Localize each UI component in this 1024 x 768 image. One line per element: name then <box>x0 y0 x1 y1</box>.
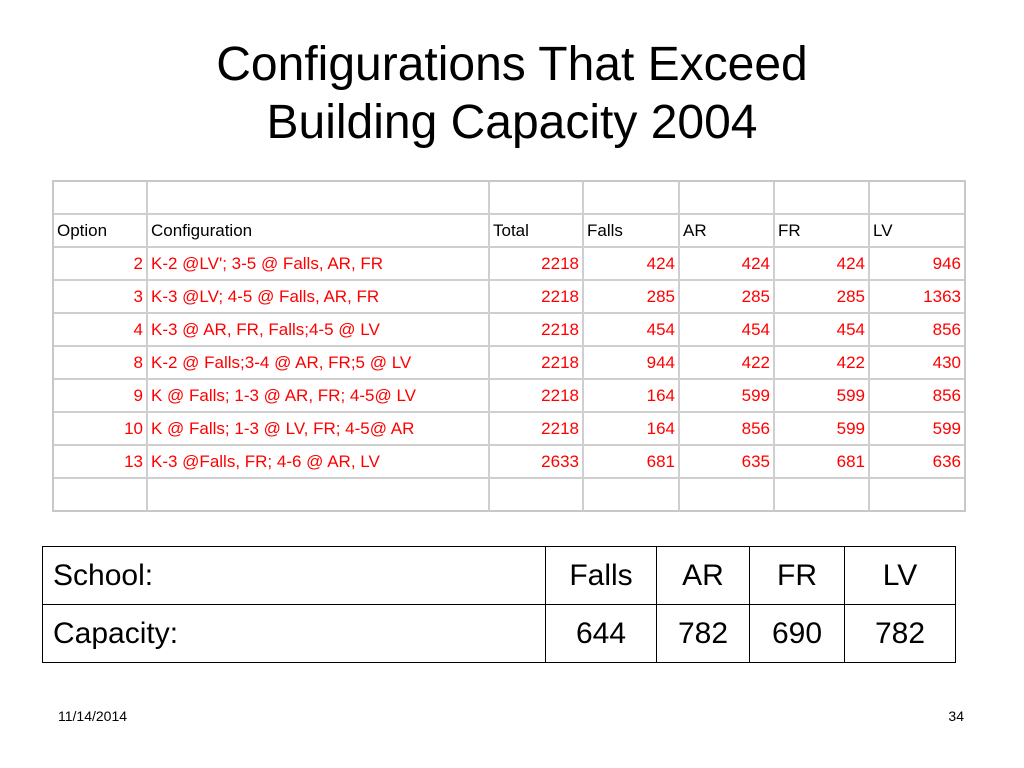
cell-falls: 164 <box>584 380 680 413</box>
empty-row <box>54 479 964 510</box>
footer-date: 11/14/2014 <box>58 708 128 724</box>
cell-fr: 599 <box>775 413 870 446</box>
table-row <box>54 446 964 479</box>
capacity-row <box>43 605 956 663</box>
cell-total: 2218 <box>490 248 584 281</box>
cell-lv: 430 <box>870 347 964 380</box>
cell-lv: 856 <box>870 380 964 413</box>
cell-configuration: K-2 @LV'; 3-5 @ Falls, AR, FR <box>148 248 490 281</box>
capacity-table <box>42 546 956 663</box>
cell-option: 13 <box>54 446 148 479</box>
school-row <box>43 547 956 605</box>
cell-ar: 285 <box>680 281 775 314</box>
capacity-value: 644 <box>546 605 657 663</box>
header-ar: AR <box>680 215 775 248</box>
cell-fr: 599 <box>775 380 870 413</box>
header-row <box>54 215 964 248</box>
cell-lv: 946 <box>870 248 964 281</box>
school-name: FR <box>750 547 845 605</box>
school-name: Falls <box>546 547 657 605</box>
cell-configuration: K-2 @ Falls;3-4 @ AR, FR;5 @ LV <box>148 347 490 380</box>
cell-lv: 856 <box>870 314 964 347</box>
cell-total: 2218 <box>490 413 584 446</box>
table-row <box>54 281 964 314</box>
cell-fr: 681 <box>775 446 870 479</box>
table-row <box>54 413 964 446</box>
empty-row <box>54 182 964 215</box>
school-label: School: <box>43 547 546 605</box>
capacity-value: 782 <box>657 605 750 663</box>
cell-falls: 164 <box>584 413 680 446</box>
capacity-value: 690 <box>750 605 845 663</box>
cell-lv: 599 <box>870 413 964 446</box>
cell-total: 2218 <box>490 314 584 347</box>
capacity-value: 782 <box>845 605 956 663</box>
header-option: Option <box>54 215 148 248</box>
cell-ar: 454 <box>680 314 775 347</box>
cell-fr: 285 <box>775 281 870 314</box>
header-configuration: Configuration <box>148 215 490 248</box>
table-row <box>54 248 964 281</box>
page-number: 34 <box>948 708 964 724</box>
cell-fr: 424 <box>775 248 870 281</box>
cell-option: 10 <box>54 413 148 446</box>
cell-option: 2 <box>54 248 148 281</box>
cell-fr: 454 <box>775 314 870 347</box>
cell-total: 2218 <box>490 281 584 314</box>
cell-falls: 424 <box>584 248 680 281</box>
cell-option: 9 <box>54 380 148 413</box>
table-row <box>54 380 964 413</box>
cell-lv: 1363 <box>870 281 964 314</box>
cell-total: 2218 <box>490 380 584 413</box>
cell-configuration: K-3 @Falls, FR; 4-6 @ AR, LV <box>148 446 490 479</box>
cell-ar: 599 <box>680 380 775 413</box>
cell-configuration: K @ Falls; 1-3 @ LV, FR; 4-5@ AR <box>148 413 490 446</box>
cell-falls: 944 <box>584 347 680 380</box>
cell-option: 8 <box>54 347 148 380</box>
cell-option: 3 <box>54 281 148 314</box>
table-row <box>54 314 964 347</box>
cell-lv: 636 <box>870 446 964 479</box>
header-total: Total <box>490 215 584 248</box>
slide-title-line-1: Configurations That Exceed <box>216 38 808 91</box>
school-name: AR <box>657 547 750 605</box>
cell-option: 4 <box>54 314 148 347</box>
cell-ar: 856 <box>680 413 775 446</box>
table-row <box>54 347 964 380</box>
configuration-table <box>52 180 966 512</box>
header-falls: Falls <box>584 215 680 248</box>
slide-title <box>60 36 964 152</box>
header-fr: FR <box>775 215 870 248</box>
cell-configuration: K @ Falls; 1-3 @ AR, FR; 4-5@ LV <box>148 380 490 413</box>
cell-ar: 635 <box>680 446 775 479</box>
school-name: LV <box>845 547 956 605</box>
slide-title-line-2: Building Capacity 2004 <box>266 96 758 149</box>
cell-falls: 454 <box>584 314 680 347</box>
cell-total: 2633 <box>490 446 584 479</box>
cell-fr: 422 <box>775 347 870 380</box>
cell-configuration: K-3 @ AR, FR, Falls;4-5 @ LV <box>148 314 490 347</box>
cell-total: 2218 <box>490 347 584 380</box>
cell-ar: 422 <box>680 347 775 380</box>
cell-ar: 424 <box>680 248 775 281</box>
header-lv: LV <box>870 215 964 248</box>
cell-falls: 681 <box>584 446 680 479</box>
capacity-label: Capacity: <box>43 605 546 663</box>
cell-falls: 285 <box>584 281 680 314</box>
cell-configuration: K-3 @LV; 4-5 @ Falls, AR, FR <box>148 281 490 314</box>
